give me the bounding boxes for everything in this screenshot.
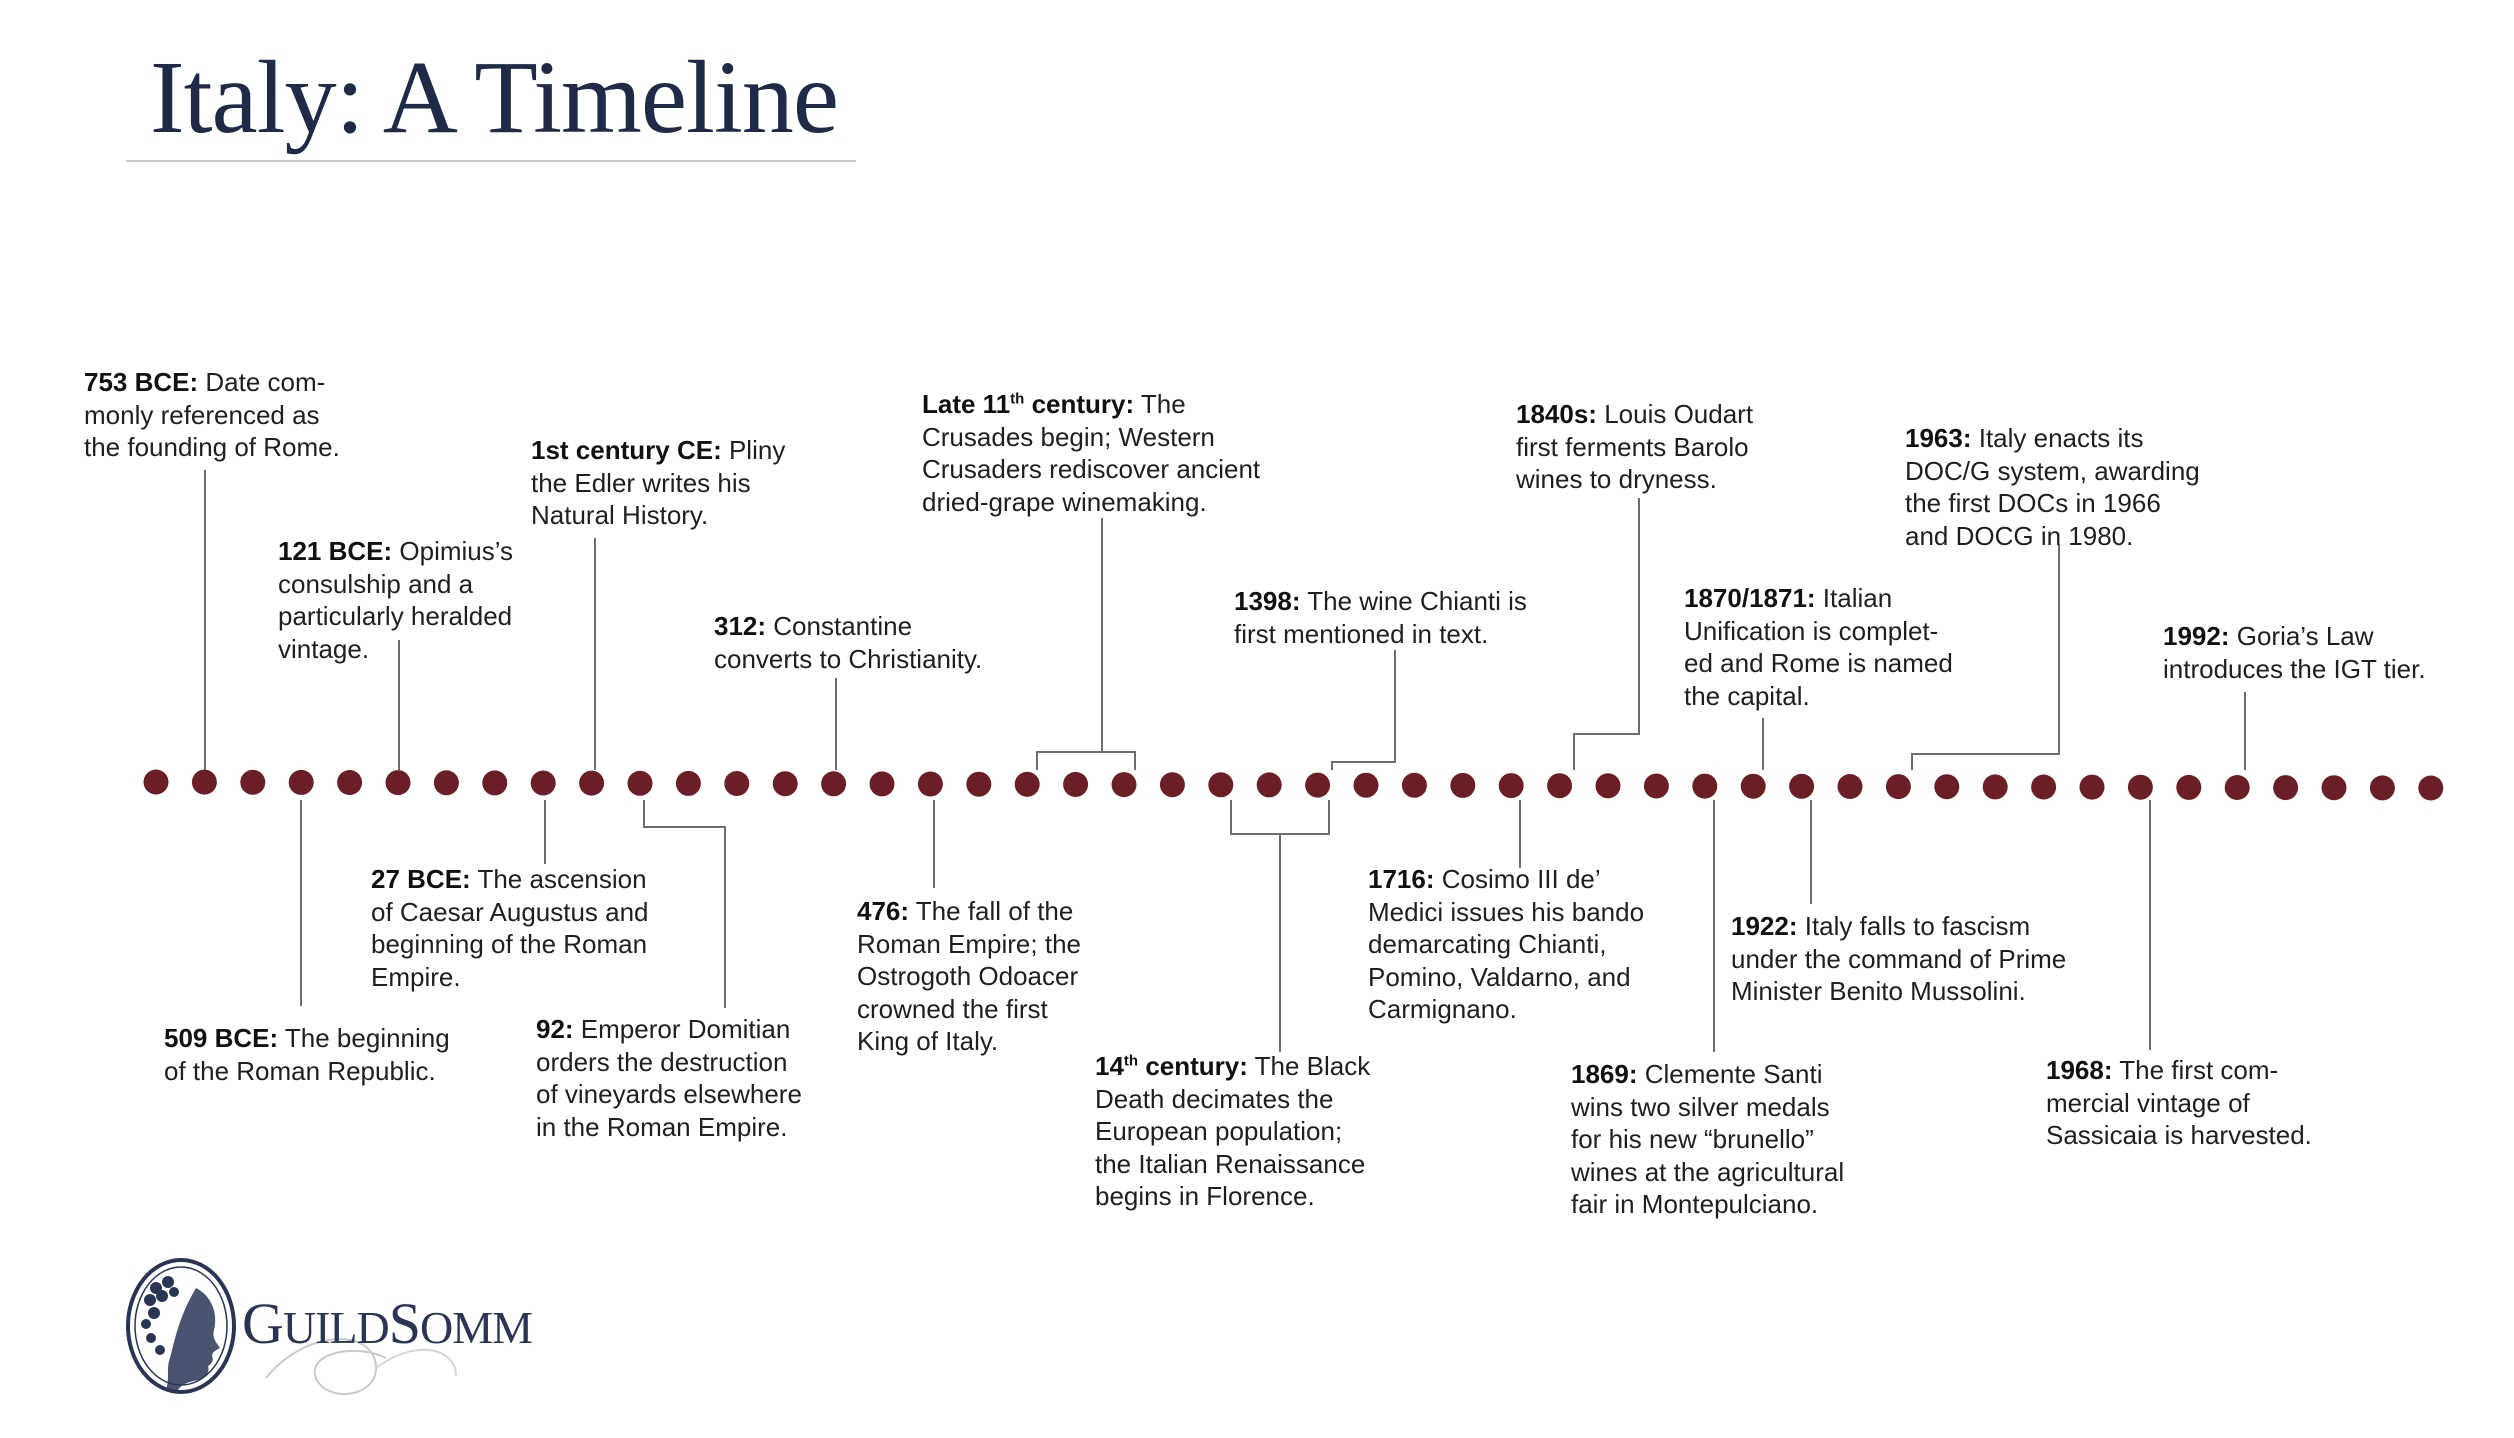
event-date: 1869:: [1571, 1059, 1638, 1089]
event-description: Goria’s Law introduces the IGT tier.: [2163, 621, 2426, 684]
timeline-dot: [2080, 775, 2105, 800]
connector-line: [1332, 650, 1395, 770]
timeline-dot: [676, 771, 701, 796]
connector-line: [1574, 498, 1639, 770]
event-date: 14th century:: [1095, 1051, 1248, 1081]
event-e1398: [1234, 585, 1527, 650]
timeline-dot: [966, 772, 991, 797]
event-description: The wine Chianti is first mentioned in text.: [1234, 586, 1527, 649]
event-description: Cosimo III de’ Medici issues his bando demarcating Chianti, Pomino, Valdarno, and Carmignano.: [1368, 864, 1645, 1024]
timeline-dot: [1015, 772, 1040, 797]
event-description: Pliny the Edler writes his Natural History.: [531, 435, 786, 530]
event-date: 476:: [857, 896, 910, 926]
event-date: 1716:: [1368, 864, 1435, 894]
timeline-dot: [724, 771, 749, 796]
event-description: The fall of the Roman Empire; the Ostrogoth Odoacer crowned the first King of Italy.: [857, 896, 1081, 1056]
timeline-dot: [386, 770, 411, 795]
event-e753: [84, 366, 340, 464]
event-e92: [536, 1013, 802, 1143]
timeline-dot: [1789, 774, 1814, 799]
timeline-dot: [1208, 772, 1233, 797]
event-e1c: [531, 434, 785, 532]
event-date: 92:: [536, 1014, 574, 1044]
event-e312: [714, 610, 982, 675]
timeline-dot: [773, 771, 798, 796]
event-description: Clemente Santi wins two silver medals for his new “brunello” wines at the agricultural fair in Montepulciano.: [1571, 1059, 1845, 1219]
event-description: Italy falls to fascism under the command of Prime Minister Benito Mussolini.: [1731, 911, 2067, 1006]
event-e1870: [1684, 582, 1953, 712]
event-date: 121 BCE:: [278, 536, 393, 566]
timeline-dot: [531, 771, 556, 796]
timeline-dot: [918, 772, 943, 797]
timeline-dot: [1838, 774, 1863, 799]
event-description: Emperor Domitian orders the destruction of vineyards elsewhere in the Roman Empire.: [536, 1014, 802, 1142]
timeline-dot: [1644, 774, 1669, 799]
event-e1922: [1731, 910, 2066, 1008]
timeline-dot: [1983, 774, 2008, 799]
timeline-dot: [144, 770, 169, 795]
timeline-dot: [1354, 773, 1379, 798]
timeline-dot: [1450, 773, 1475, 798]
timeline-dot: [1160, 772, 1185, 797]
event-date: 1992:: [2163, 621, 2230, 651]
timeline-dot: [1063, 772, 1088, 797]
timeline-dot: [2370, 775, 2395, 800]
timeline-dot: [1596, 773, 1621, 798]
timeline-dot: [579, 771, 604, 796]
timeline-dot: [1741, 774, 1766, 799]
event-e1992: [2163, 620, 2426, 685]
timeline-dot: [289, 770, 314, 795]
event-date: 1870/1871:: [1684, 583, 1816, 613]
connector-line: [1037, 518, 1135, 770]
timeline-dot: [1934, 774, 1959, 799]
connector-line: [1231, 800, 1329, 1052]
event-description: The Black Death decimates the European population; the Italian Renaissance begins in Florence.: [1095, 1051, 1371, 1211]
timeline-dot: [2176, 775, 2201, 800]
event-e1968: [2046, 1054, 2312, 1152]
event-description: Louis Oudart first ferments Barolo wines to dryness.: [1516, 399, 1754, 494]
event-date: 1968:: [2046, 1055, 2113, 1085]
timeline-dot: [2273, 775, 2298, 800]
timeline-dot: [1499, 773, 1524, 798]
event-date: 27 BCE:: [371, 864, 471, 894]
event-description: Italy enacts its DOC/G system, awarding the first DOCs in 1966 and DOCG in 1980.: [1905, 423, 2200, 551]
timeline-dot: [337, 770, 362, 795]
timeline-dot: [1257, 772, 1282, 797]
event-e121: [278, 535, 513, 665]
event-e1840: [1516, 398, 1753, 496]
timeline-dot: [1402, 773, 1427, 798]
event-description: The ascension of Caesar Augustus and beginning of the Roman Empire.: [371, 864, 649, 992]
event-date: 753 BCE:: [84, 367, 199, 397]
timeline-dot: [1886, 774, 1911, 799]
event-e1963: [1905, 422, 2200, 552]
timeline-dot: [821, 771, 846, 796]
event-date: 1963:: [1905, 423, 1972, 453]
page-title: Italy: A Timeline: [150, 40, 838, 155]
timeline-dot: [2225, 775, 2250, 800]
event-description: Italian Unification is complet- ed and Rome is named the capital.: [1684, 583, 1953, 711]
timeline-dot: [628, 771, 653, 796]
timeline-dot: [2031, 775, 2056, 800]
event-description: Constantine converts to Christianity.: [714, 611, 983, 674]
timeline-dot: [1547, 773, 1572, 798]
timeline-dot: [2322, 775, 2347, 800]
event-description: The first com- mercial vintage of Sassicaia is harvested.: [2046, 1055, 2312, 1150]
event-date: 1398:: [1234, 586, 1301, 616]
timeline-dot: [482, 770, 507, 795]
timeline-dot: [1112, 772, 1137, 797]
event-e11c: [922, 388, 1260, 518]
event-description: The beginning of the Roman Republic.: [164, 1023, 450, 1086]
timeline-dot: [2128, 775, 2153, 800]
event-e1869: [1571, 1058, 1844, 1221]
brand-wordmark: GUILDSOMM: [242, 1291, 533, 1356]
timeline-dot: [192, 770, 217, 795]
event-e14c: [1095, 1050, 1370, 1213]
event-description: Date com- monly referenced as the founding of Rome.: [84, 367, 340, 462]
event-date: Late 11th century:: [922, 389, 1135, 419]
event-date: 1840s:: [1516, 399, 1597, 429]
timeline-dot: [1692, 774, 1717, 799]
timeline-dot: [1305, 773, 1330, 798]
timeline-dot: [870, 771, 895, 796]
connector-line: [644, 800, 725, 1008]
event-e27: [371, 863, 649, 993]
event-description: The Crusades begin; Western Crusaders rediscover ancient dried-grape winemaking.: [922, 389, 1261, 517]
event-date: 1922:: [1731, 911, 1798, 941]
timeline-dots: [144, 770, 2444, 801]
timeline-dot: [2418, 776, 2443, 801]
event-description: Opimius’s consulship and a particularly heralded vintage.: [278, 536, 514, 664]
event-date: 509 BCE:: [164, 1023, 279, 1053]
event-date: 312:: [714, 611, 767, 641]
timeline-dot: [240, 770, 265, 795]
event-e509: [164, 1022, 450, 1087]
timeline-dot: [434, 770, 459, 795]
event-date: 1st century CE:: [531, 435, 722, 465]
event-e476: [857, 895, 1081, 1058]
event-e1716: [1368, 863, 1644, 1026]
